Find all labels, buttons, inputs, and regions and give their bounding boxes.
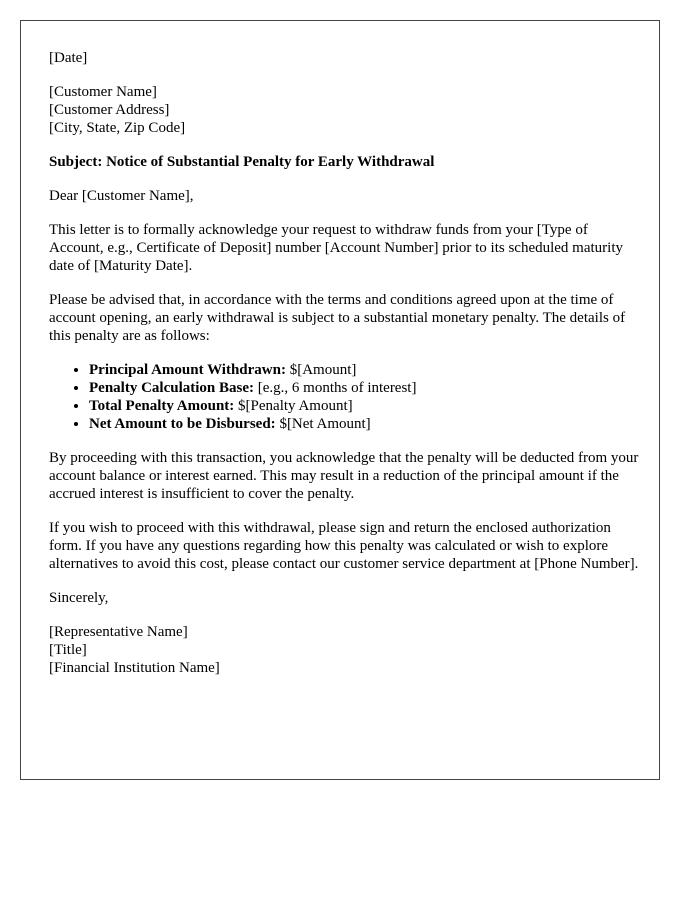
- recipient-name: [Customer Name]: [49, 84, 157, 100]
- letter-page: [20, 20, 660, 780]
- paragraph-instructions: If you wish to proceed with this withdrawal, please sign and return the enclosed authorization form. If you have any questions regarding how this penalty was calculated or wish to explore alternatives to avoid this cost, please contact our customer service department at [Phone Number].: [49, 520, 639, 572]
- paragraph-deduction: By proceeding with this transaction, you acknowledge that the penalty will be deducted from your account balance or interest earned. This may result in a reduction of the principal amount if the accrued interest is insufficient to cover the penalty.: [49, 450, 639, 502]
- list-item: [89, 361, 639, 379]
- recipient-address: [Customer Address]: [49, 102, 170, 118]
- signature-block: [49, 623, 639, 677]
- detail-value: $[Penalty Amount]: [234, 398, 353, 414]
- letter-subject: Subject: Notice of Substantial Penalty for Early Withdrawal: [49, 154, 435, 170]
- detail-value: $[Net Amount]: [275, 416, 371, 432]
- letter-date: [Date]: [49, 50, 88, 66]
- detail-label: Net Amount to be Disbursed:: [89, 416, 276, 432]
- detail-label: Principal Amount Withdrawn:: [89, 362, 286, 378]
- letter-closing: Sincerely,: [49, 590, 109, 606]
- signature-institution: [Financial Institution Name]: [49, 660, 220, 676]
- letter-salutation: Dear [Customer Name],: [49, 188, 194, 204]
- signature-title: [Title]: [49, 642, 87, 658]
- list-item: [89, 379, 639, 397]
- paragraph-acknowledgement: This letter is to formally acknowledge your request to withdraw funds from your [Type of Account, e.g., Certificate of Deposit] number [Account Number] prior to its scheduled maturity date of [Maturity Date].: [49, 222, 623, 274]
- paragraph-penalty-notice: Please be advised that, in accordance with the terms and conditions agreed upon at the time of account opening, an early withdrawal is subject to a substantial monetary penalty. The details of this penalty are as follows:: [49, 292, 626, 344]
- detail-value: $[Amount]: [285, 362, 357, 378]
- list-item: [89, 415, 639, 433]
- signature-name: [Representative Name]: [49, 624, 188, 640]
- recipient-block: [49, 83, 639, 137]
- recipient-city-state-zip: [City, State, Zip Code]: [49, 120, 186, 136]
- list-item: [89, 397, 639, 415]
- detail-label: Penalty Calculation Base:: [89, 380, 254, 396]
- detail-label: Total Penalty Amount:: [89, 398, 235, 414]
- letter-content: [49, 49, 639, 693]
- detail-value: [e.g., 6 months of interest]: [254, 380, 417, 396]
- penalty-details-list: [49, 361, 639, 433]
